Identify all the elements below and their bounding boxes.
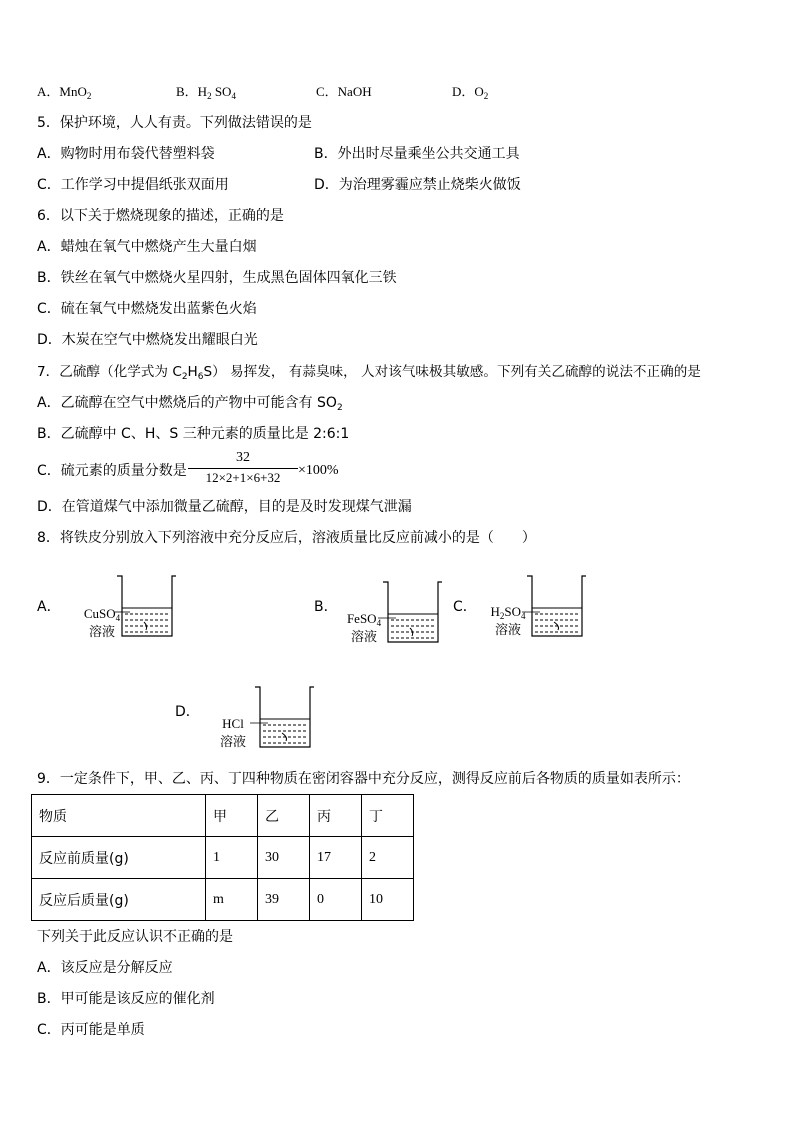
- subscript: 6: [197, 372, 204, 382]
- subscript: 2: [207, 91, 212, 101]
- formula: H: [490, 604, 500, 619]
- formula: O: [474, 84, 484, 99]
- table-cell: 30: [258, 837, 310, 879]
- option-text: A．乙硫醇在空气中燃烧后的产物中可能含有 SO: [37, 395, 337, 411]
- table-cell: 1: [206, 837, 258, 879]
- formula: HCl: [222, 716, 244, 731]
- table-header-cell: 丁: [362, 795, 414, 837]
- solution-word: 溶液: [88, 624, 115, 639]
- option-letter: C．: [316, 84, 338, 99]
- q4-option-a: [37, 83, 91, 101]
- stem-text: S） 易挥发， 有蒜臭味， 人对该气味极其敏感。下列有关乙硫醇的说法不正确的是: [203, 364, 701, 380]
- q6-option-d: D．木炭在空气中燃烧发出耀眼白光: [37, 332, 258, 348]
- q6-option-b: B．铁丝在氧气中燃烧火星四射，生成黑色固体四氧化三铁: [37, 270, 397, 286]
- q5-stem: 5．保护环境，人人有责。下列做法错误的是: [37, 115, 312, 131]
- subscript: 4: [115, 613, 121, 623]
- formula: SO: [211, 84, 232, 99]
- q8-option-b-letter: B．: [314, 599, 338, 615]
- table-header-row: [32, 795, 414, 837]
- q8-stem: 8．将铁皮分别放入下列溶液中充分反应后，溶液质量比反应前减小的是（ ）: [37, 530, 536, 546]
- fraction-tail: ×100%: [298, 463, 339, 478]
- table-header-cell: 物质: [32, 795, 206, 837]
- subscript: 2: [336, 403, 343, 413]
- q8-option-d-letter: D．: [175, 704, 200, 720]
- stem-text: H: [187, 364, 198, 380]
- subscript: 4: [231, 91, 236, 101]
- q7-stem: [37, 363, 701, 381]
- subscript: 2: [86, 91, 92, 101]
- option-letter: B．: [176, 84, 198, 99]
- fraction-bar: [188, 468, 298, 469]
- q9-follow: 下列关于此反应认识不正确的是: [37, 929, 233, 945]
- table-cell: 10: [362, 879, 414, 921]
- solution-word: 溶液: [350, 629, 377, 644]
- beaker-d-diagram: [250, 683, 320, 753]
- solution-word: 溶液: [494, 622, 521, 637]
- formula: FeSO: [346, 611, 377, 626]
- table-cell: 反应后质量(g): [32, 879, 206, 921]
- subscript: 2: [483, 91, 489, 101]
- q9-stem: 9．一定条件下，甲、乙、丙、丁四种物质在密闭容器中充分反应，测得反应前后各物质的质量如表所示：: [37, 771, 690, 787]
- subscript: 2: [499, 611, 505, 621]
- mass-table: [31, 794, 414, 921]
- q4-option-d: [452, 83, 488, 101]
- q6-stem: 6．以下关于燃烧现象的描述，正确的是: [37, 208, 284, 224]
- solution-word: 溶液: [219, 734, 246, 749]
- stem-text: 7．乙硫醇（化学式为 C: [37, 364, 182, 380]
- subscript: 4: [376, 618, 382, 628]
- table-cell: 0: [310, 879, 362, 921]
- formula: CuSO: [83, 606, 116, 621]
- fraction-denominator: 12×2+1×6+32: [205, 470, 281, 485]
- q8-option-a-letter: A．: [37, 599, 61, 615]
- q5-option-c: C．工作学习中提倡纸张双面用: [37, 177, 229, 193]
- q8-option-c-letter: C．: [453, 599, 477, 615]
- subscript: 4: [521, 611, 526, 621]
- fraction-numerator: 32: [236, 450, 250, 465]
- table-cell: 反应前质量(g): [32, 837, 206, 879]
- q9-option-b: B．甲可能是该反应的催化剂: [37, 991, 215, 1007]
- option-letter: A．: [37, 84, 60, 99]
- formula: H: [197, 84, 208, 99]
- q6-option-a: A．蜡烛在氧气中燃烧产生大量白烟: [37, 239, 257, 255]
- q7-option-b: B．乙硫醇中 C、H、S 三种元素的质量比是 2:6:1: [37, 426, 350, 442]
- beaker-c-diagram: [522, 572, 592, 642]
- beaker-a-diagram: [112, 572, 182, 642]
- formula: SO: [504, 604, 521, 619]
- table-cell: 39: [258, 879, 310, 921]
- table-header-cell: 乙: [258, 795, 310, 837]
- option-letter: D．: [452, 84, 475, 99]
- q4-option-c: [316, 83, 372, 101]
- q5-option-a: A．购物时用布袋代替塑料袋: [37, 146, 215, 162]
- q7-option-d: D．在管道煤气中添加微量乙硫醇，目的是及时发现煤气泄漏: [37, 499, 412, 515]
- table-cell: 2: [362, 837, 414, 879]
- q5-option-b: B．外出时尽量乘坐公共交通工具: [314, 146, 520, 162]
- subscript: 2: [181, 372, 188, 382]
- table-row: [32, 879, 414, 921]
- beaker-b-diagram: [378, 578, 448, 648]
- q9-option-c: C．丙可能是单质: [37, 1022, 145, 1038]
- q7-option-a: [37, 394, 343, 412]
- q9-option-a: A．该反应是分解反应: [37, 960, 173, 976]
- q5-option-d: D．为治理雾霾应禁止烧柴火做饭: [314, 177, 521, 193]
- table-cell: 17: [310, 837, 362, 879]
- table-row: [32, 837, 414, 879]
- q6-option-c: C．硫在氧气中燃烧发出蓝紫色火焰: [37, 301, 257, 317]
- q7-option-c-label: C．硫元素的质量分数是: [37, 463, 187, 479]
- table-header-cell: 丙: [310, 795, 362, 837]
- formula: NaOH: [337, 84, 372, 99]
- table-header-cell: 甲: [206, 795, 258, 837]
- table-cell: m: [206, 879, 258, 921]
- formula: MnO: [59, 84, 87, 99]
- q4-option-b: [176, 83, 236, 101]
